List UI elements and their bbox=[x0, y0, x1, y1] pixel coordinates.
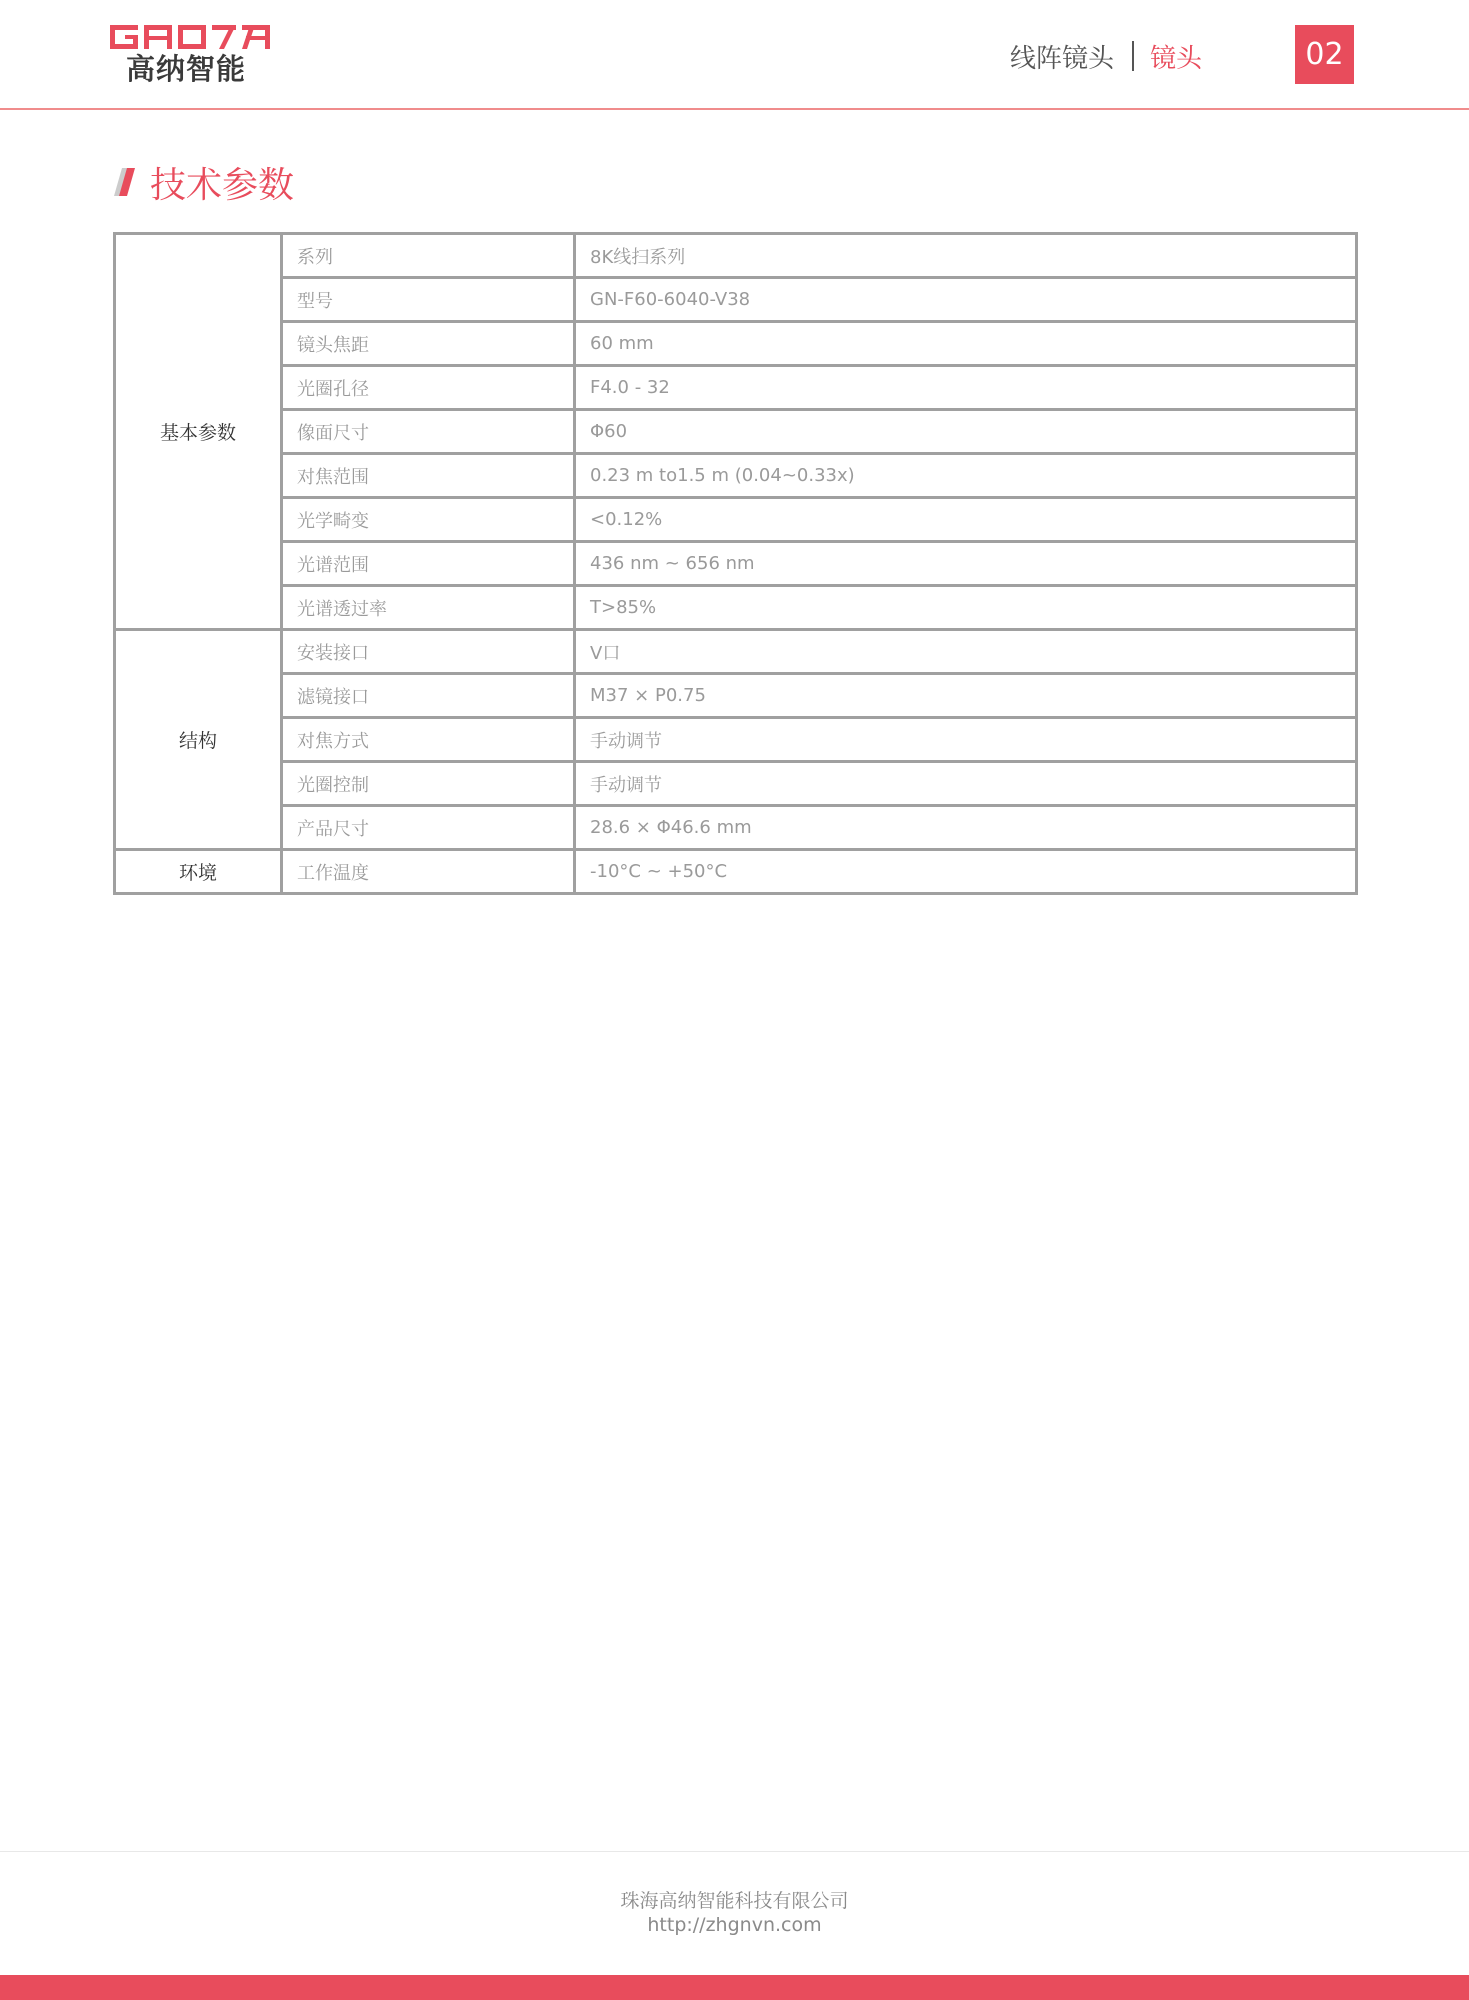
param-name: 光学畸变 bbox=[282, 498, 575, 542]
param-value: F4.0 - 32 bbox=[575, 366, 1357, 410]
param-value: V口 bbox=[575, 630, 1357, 674]
param-value: T>85% bbox=[575, 586, 1357, 630]
param-name: 产品尺寸 bbox=[282, 806, 575, 850]
gaona-logo-icon bbox=[110, 25, 270, 51]
logo-chinese-name: 高纳智能 bbox=[126, 52, 247, 86]
breadcrumb bbox=[1010, 36, 1202, 76]
param-name: 工作温度 bbox=[282, 850, 575, 894]
param-name: 系列 bbox=[282, 234, 575, 278]
param-value: 8K线扫系列 bbox=[575, 234, 1357, 278]
header-divider bbox=[0, 108, 1469, 110]
section-title: 技术参数 bbox=[150, 164, 295, 206]
param-value: 60 mm bbox=[575, 322, 1357, 366]
param-value: 28.6 × Φ46.6 mm bbox=[575, 806, 1357, 850]
group-label: 基本参数 bbox=[115, 234, 282, 630]
table-row bbox=[115, 278, 1357, 322]
table-row bbox=[115, 542, 1357, 586]
breadcrumb-current: 镜头 bbox=[1150, 43, 1203, 74]
footer-website-link[interactable]: http://zhgnvn.com bbox=[647, 1914, 822, 1936]
table-row bbox=[115, 410, 1357, 454]
param-value: 手动调节 bbox=[575, 762, 1357, 806]
param-name: 安装接口 bbox=[282, 630, 575, 674]
footer-accent-bar bbox=[0, 1975, 1469, 2000]
breadcrumb-parent[interactable]: 线阵镜头 bbox=[1010, 43, 1115, 74]
table-row bbox=[115, 806, 1357, 850]
param-name: 滤镜接口 bbox=[282, 674, 575, 718]
section-heading bbox=[112, 155, 294, 209]
table-row bbox=[115, 762, 1357, 806]
footer-company-name: 珠海高纳智能科技有限公司 bbox=[620, 1890, 849, 1912]
param-name: 光谱透过率 bbox=[282, 586, 575, 630]
param-name: 像面尺寸 bbox=[282, 410, 575, 454]
param-value: 436 nm ~ 656 nm bbox=[575, 542, 1357, 586]
param-name: 光圈孔径 bbox=[282, 366, 575, 410]
spec-table bbox=[113, 232, 1358, 895]
table-row bbox=[115, 454, 1357, 498]
group-label: 环境 bbox=[115, 850, 282, 894]
table-row bbox=[115, 366, 1357, 410]
param-value: M37 × P0.75 bbox=[575, 674, 1357, 718]
breadcrumb-divider bbox=[1132, 41, 1134, 71]
page-number-badge: 02 bbox=[1295, 25, 1354, 84]
table-row bbox=[115, 498, 1357, 542]
param-name: 镜头焦距 bbox=[282, 322, 575, 366]
table-row bbox=[115, 850, 1357, 894]
table-row bbox=[115, 322, 1357, 366]
param-name: 光圈控制 bbox=[282, 762, 575, 806]
param-name: 型号 bbox=[282, 278, 575, 322]
param-name: 对焦范围 bbox=[282, 454, 575, 498]
table-row bbox=[115, 718, 1357, 762]
company-logo bbox=[110, 25, 270, 87]
footer-divider bbox=[0, 1851, 1469, 1852]
param-name: 光谱范围 bbox=[282, 542, 575, 586]
table-row bbox=[115, 674, 1357, 718]
table-row bbox=[115, 586, 1357, 630]
param-value: -10°C ~ +50°C bbox=[575, 850, 1357, 894]
param-value: Φ60 bbox=[575, 410, 1357, 454]
page-header bbox=[0, 0, 1469, 110]
table-row bbox=[115, 234, 1357, 278]
slash-accent-icon bbox=[112, 166, 136, 198]
param-value: 0.23 m to1.5 m (0.04~0.33x) bbox=[575, 454, 1357, 498]
param-name: 对焦方式 bbox=[282, 718, 575, 762]
param-value: 手动调节 bbox=[575, 718, 1357, 762]
group-label: 结构 bbox=[115, 630, 282, 850]
param-value: <0.12% bbox=[575, 498, 1357, 542]
param-value: GN-F60-6040-V38 bbox=[575, 278, 1357, 322]
table-row bbox=[115, 630, 1357, 674]
